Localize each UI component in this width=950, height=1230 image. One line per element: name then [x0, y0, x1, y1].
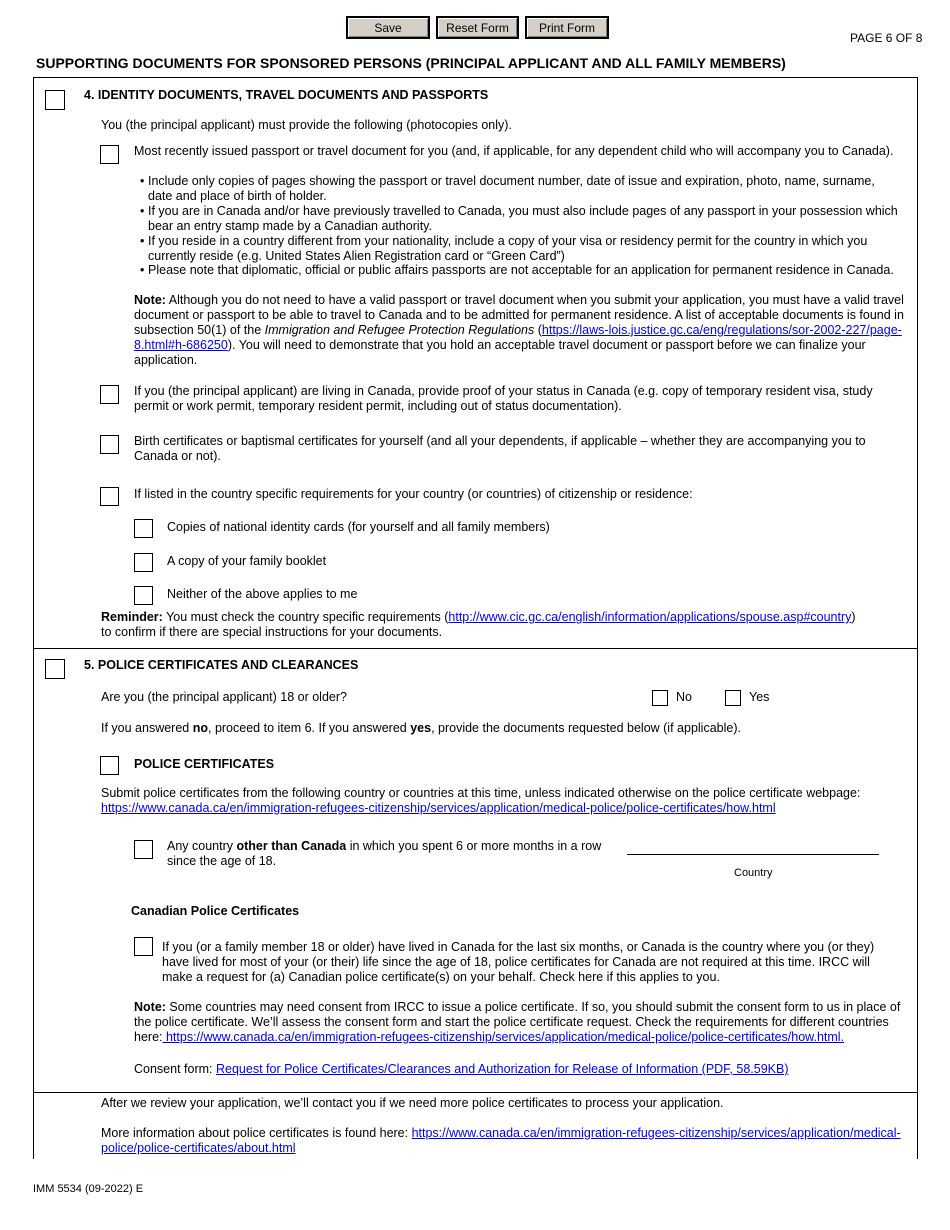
canadian-police-checkbox[interactable]: [134, 937, 153, 956]
country-item-text: If listed in the country specific requirements for your country (or countries) of citizenship or residence:: [134, 487, 693, 501]
age-no-checkbox[interactable]: [652, 690, 668, 706]
after-review-text: After we review your application, we’ll contact you if we need more police certificates to process your application.: [101, 1096, 724, 1110]
list-item: • If you are in Canada and/or have previously travelled to Canada, you must also include pages of any passport in your possession which bear an entry stamp made by a Canadian authority.: [140, 204, 898, 233]
police-certificates-checkbox[interactable]: [100, 756, 119, 775]
section5-checkbox[interactable]: [45, 659, 65, 679]
list-item: • If you reside in a country different from your nationality, include a copy of your visa or residency permit for the country in which you currently reside (e.g. United States Alien Registration card or “Green Card”): [140, 234, 868, 263]
more-info-text: More information about police certificates is found here: https://www.canada.ca/en/immigration-refugees-citizenship/services/application/medical-police/police-certificates/about.html: [101, 1126, 901, 1155]
canadian-police-heading: Canadian Police Certificates: [131, 904, 300, 918]
page-number: PAGE 6 OF 8: [850, 31, 923, 45]
divider: [33, 1092, 917, 1093]
passport-checkbox[interactable]: [100, 145, 119, 164]
age-yes-label: Yes: [749, 690, 770, 704]
age-no-label: No: [676, 690, 692, 704]
age-instructions: If you answered no, proceed to item 6. If you answered yes, provide the documents requested below (if applicable).: [101, 721, 741, 735]
police-requirements-link[interactable]: https://www.canada.ca/en/immigration-refugees-citizenship/services/application/medical-police/police-certificates/how.html.: [162, 1030, 845, 1044]
police-about-link[interactable]: https://www.canada.ca/en/immigration-refugees-citizenship/services/application/medical-police/police-certificates/about.html: [101, 1126, 901, 1155]
other-country-checkbox[interactable]: [134, 840, 153, 859]
section5-note: Note: Some countries may need consent from IRCC to issue a police certificate. If so, you should submit the consent form to us in place of the police certificate. We’ll assess the consent form and start the police certificate request. Check the requirements for different countries here: https://www.canada.ca/en/immigration-refugees-citizenship/services/application/medical-police/police-certificates/how.html.: [134, 1000, 901, 1044]
country-specific-checkbox[interactable]: [100, 487, 119, 506]
country-field-label: Country: [734, 867, 773, 879]
police-how-link[interactable]: https://www.canada.ca/en/immigration-refugees-citizenship/services/application/medical-police/police-certificates/how.html: [101, 801, 776, 815]
passport-item-text: Most recently issued passport or travel document for you (and, if applicable, for any dependent child who will accompany you to Canada).: [134, 144, 894, 158]
section4-reminder: Reminder: You must check the country specific requirements (http://www.cic.gc.ca/english/information/applications/spouse.asp#country) to confirm if there are special instructions for your documents.: [101, 610, 856, 639]
canadian-police-text: If you (or a family member 18 or older) have lived in Canada for the last six months, or Canada is the country where you (or they) have lived for most of your (or their) life since the age of 18, police certificates for Canada are not required at this time. IRCC will make a request for (a) Canadian police certificate(s) on your behalf. Check here if this applies to you.: [162, 940, 875, 984]
section4-note: Note: Although you do not need to have a valid passport or travel document when you submit your application, you must have a valid travel document or passport to be able to travel to Canada and to be admitted for permanent residence. A list of acceptable documents is found in subsection 50(1) of the Immigration and Refugee Protection Regulations (https://laws-lois.justice.gc.ca/eng/regulations/sor-2002-227/page-8.html#h-686250). You will need to demonstrate that you hold an acceptable travel document or passport before we can finalize your application.: [134, 293, 904, 367]
divider: [33, 77, 917, 78]
police-certificates-heading: POLICE CERTIFICATES: [134, 757, 275, 771]
section5-heading: 5. POLICE CERTIFICATES AND CLEARANCES: [84, 658, 359, 672]
birth-certificate-checkbox[interactable]: [100, 435, 119, 454]
birth-item-text: Birth certificates or baptismal certificates for yourself (and all your dependents, if applicable – whether they are accompanying you to Canada or not).: [134, 434, 866, 463]
consent-form-link[interactable]: Request for Police Certificates/Clearances and Authorization for Release of Information (PDF, 58.59KB): [215, 1062, 789, 1076]
section4-intro: You (the principal applicant) must provide the following (photocopies only).: [101, 118, 512, 132]
form-number: IMM 5534 (09-2022) E: [33, 1183, 144, 1195]
age-yes-checkbox[interactable]: [725, 690, 741, 706]
section4-checkbox[interactable]: [45, 90, 65, 110]
national-id-checkbox[interactable]: [134, 519, 153, 538]
divider: [33, 648, 917, 649]
consent-form-line: Consent form: Request for Police Certificates/Clearances and Authorization for Release of Information (PDF, 58.59KB): [134, 1062, 789, 1076]
family-booklet-checkbox[interactable]: [134, 553, 153, 572]
page-title: SUPPORTING DOCUMENTS FOR SPONSORED PERSONS (PRINCIPAL APPLICANT AND ALL FAMILY MEMBERS): [36, 55, 786, 71]
regulations-link[interactable]: https://laws-lois.justice.gc.ca/eng/regulations/sor-2002-227/page-8.html#h-686250: [134, 323, 902, 352]
country-requirements-link[interactable]: http://www.cic.gc.ca/english/information/applications/spouse.asp#country: [448, 610, 852, 624]
list-item: • Include only copies of pages showing the passport or travel document number, date of issue and expiration, photo, name, surname, date and place of birth of holder.: [140, 174, 875, 203]
age-question: Are you (the principal applicant) 18 or older?: [101, 690, 347, 704]
sub-item-label: A copy of your family booklet: [167, 554, 327, 568]
sub-item-label: Neither of the above applies to me: [167, 587, 358, 601]
print-form-button[interactable]: Print Form: [526, 17, 608, 38]
status-checkbox[interactable]: [100, 385, 119, 404]
section4-heading: 4. IDENTITY DOCUMENTS, TRAVEL DOCUMENTS AND PASSPORTS: [84, 88, 489, 102]
list-item: • Please note that diplomatic, official or public affairs passports are not acceptable for an application for permanent residence in Canada.: [140, 263, 894, 277]
police-submit-text: Submit police certificates from the following country or countries at this time, unless indicated otherwise on the police certificate webpage: https://www.canada.ca/en/immigration-refugees-citizenship/services/application/medical-police/police-certificates/how.html: [101, 786, 861, 815]
reset-form-button[interactable]: Reset Form: [437, 17, 518, 38]
sub-item-label: Copies of national identity cards (for yourself and all family members): [167, 520, 550, 534]
neither-applies-checkbox[interactable]: [134, 586, 153, 605]
status-item-text: If you (the principal applicant) are living in Canada, provide proof of your status in Canada (e.g. copy of temporary resident visa, study permit or work permit, temporary resident permit, including out of status documentation).: [134, 384, 873, 413]
save-button[interactable]: Save: [347, 17, 429, 38]
country-field[interactable]: [627, 837, 879, 855]
other-country-text: Any country other than Canada in which you spent 6 or more months in a row since the age of 18.: [167, 839, 602, 868]
